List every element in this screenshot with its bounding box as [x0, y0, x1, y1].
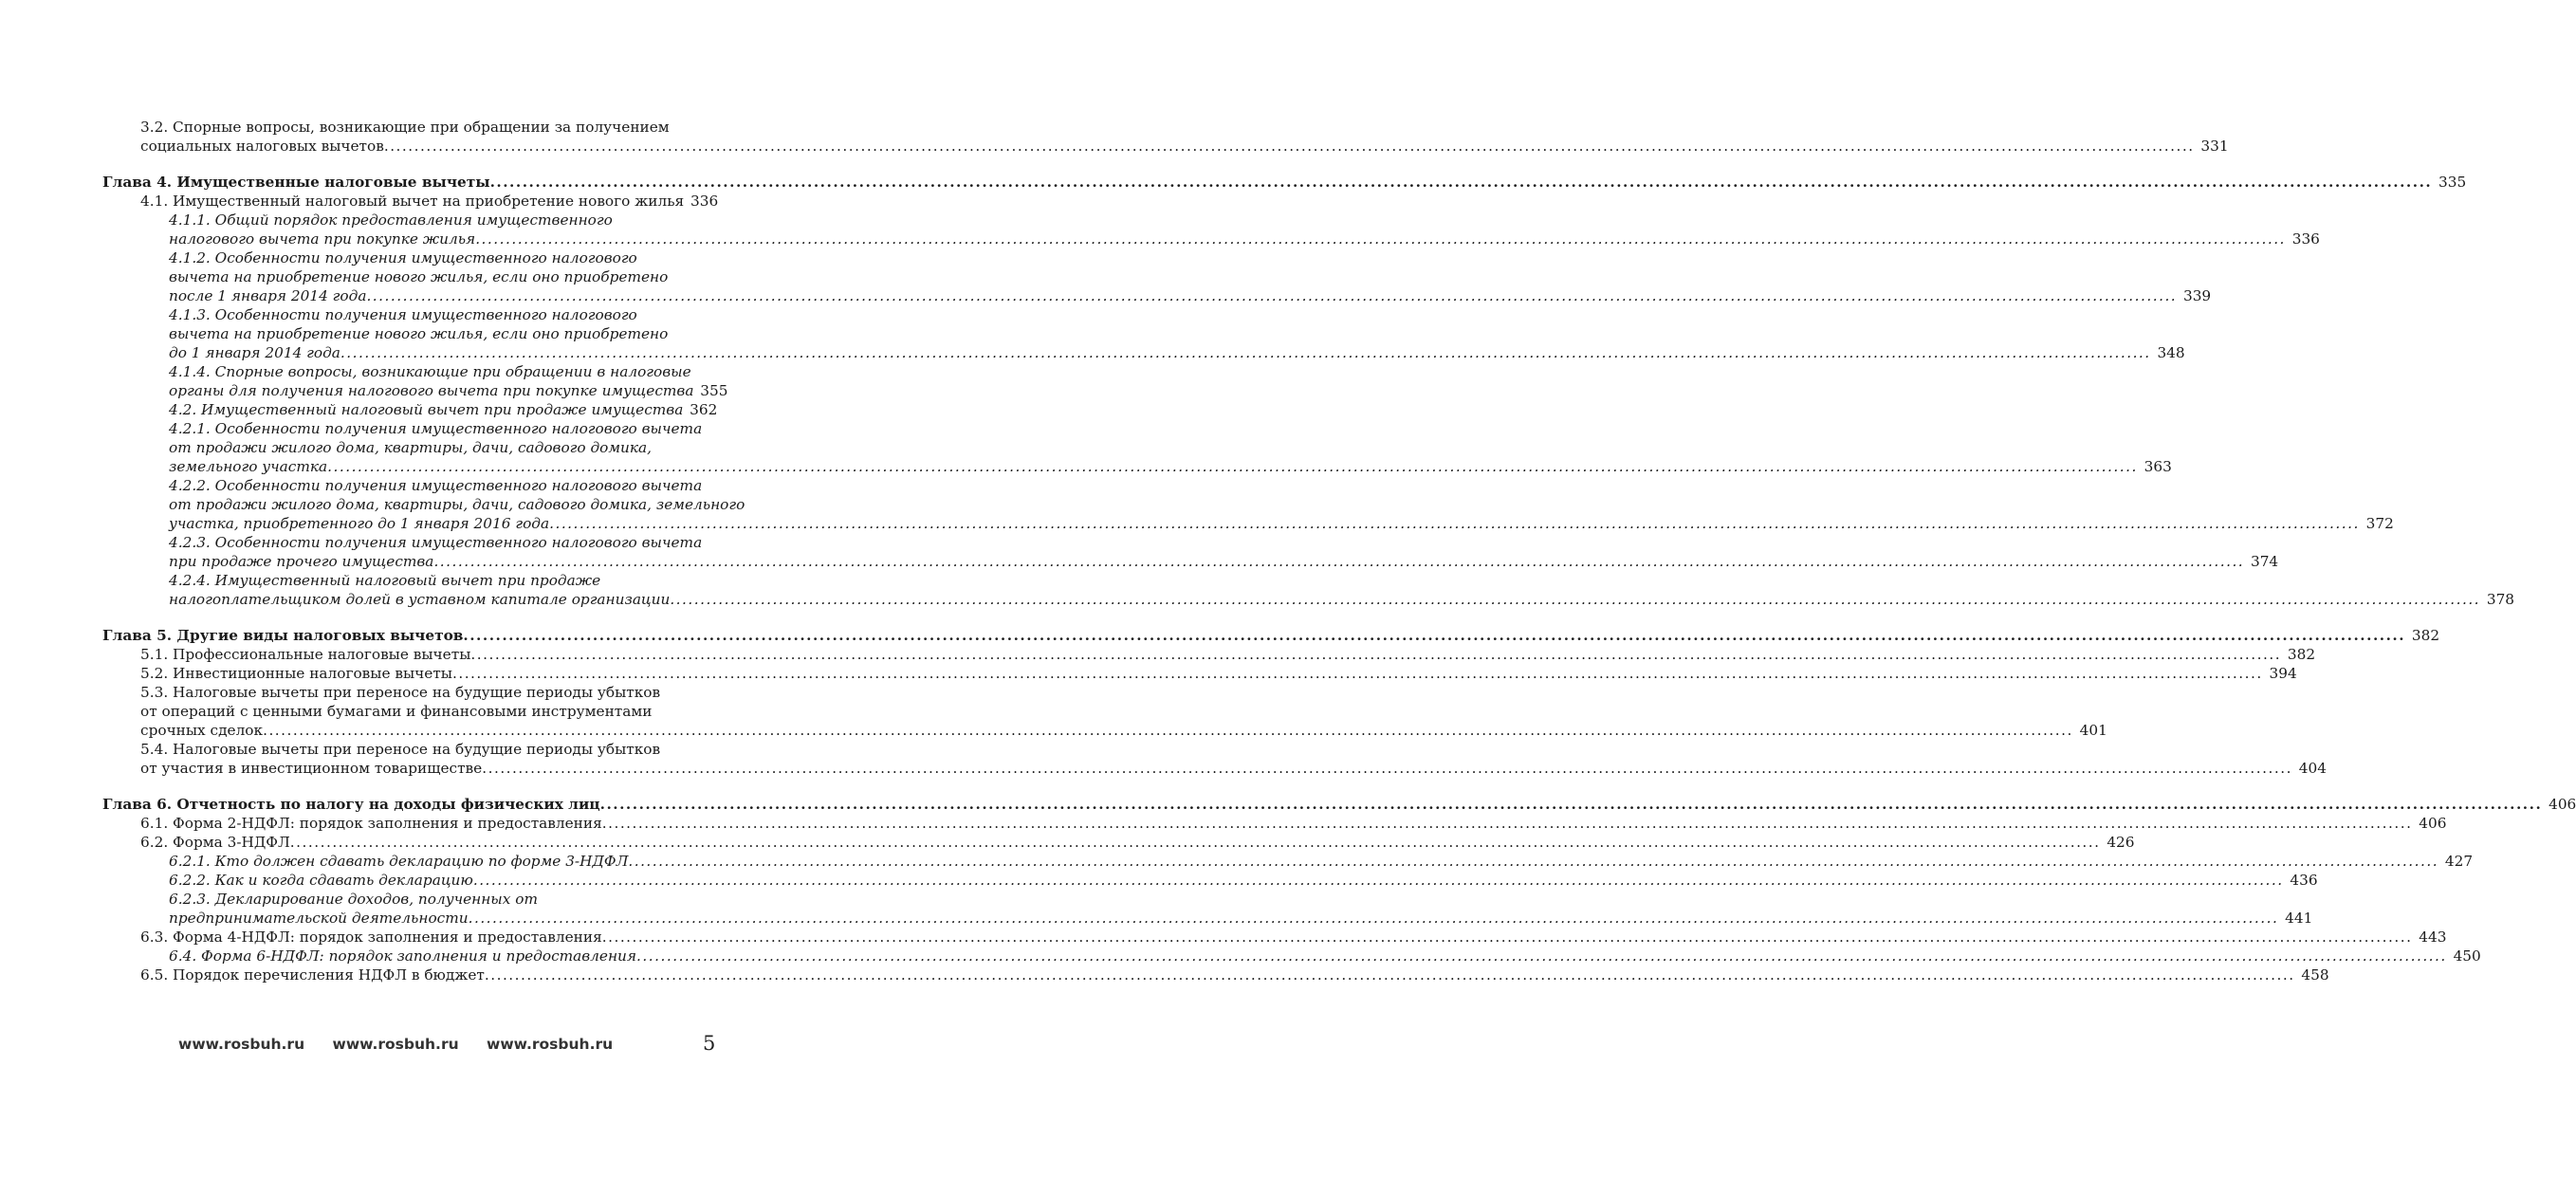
toc-entry-line: 4.1.2. Особенности получения имущественного налогового	[169, 249, 637, 267]
toc-page-number: 394	[2269, 665, 2297, 682]
toc-page-number: 404	[2298, 760, 2327, 777]
dot-leader: ............................................................................................................................................................................................................................................................................................................	[484, 966, 2295, 984]
toc-entry[interactable]	[140, 192, 719, 211]
toc-entry-title: участка, приобретенного до 1 января 2016 года	[169, 515, 550, 532]
toc-page-number: 336	[690, 193, 719, 210]
table-of-contents	[0, 118, 2576, 984]
toc-entry[interactable]	[140, 814, 2447, 833]
toc-entry-title: 4.1. Имущественный налоговый вычет на приобретение нового жилья	[140, 193, 685, 210]
dot-leader: ............................................................................................................................................................................................................................................................................................................	[340, 344, 2151, 361]
dot-leader: ............................................................................................................................................................................................................................................................................................................	[472, 872, 2284, 889]
dot-leader: ............................................................................................................................................................................................................................................................................................................	[636, 947, 2447, 965]
toc-entry-title: налогового вычета при покупке жилья	[169, 230, 476, 248]
dot-leader: ............................................................................................................................................................................................................................................................................................................	[475, 230, 2286, 248]
toc-entry[interactable]	[169, 248, 2212, 305]
toc-entry-title: социальных налоговых вычетов	[140, 138, 384, 155]
toc-entry[interactable]	[140, 664, 2297, 683]
toc-page-number: 374	[2250, 553, 2279, 570]
section-gap	[0, 778, 813, 795]
dot-leader: ............................................................................................................................................................................................................................................................................................................	[489, 174, 2433, 191]
toc-entry[interactable]	[169, 211, 2320, 248]
toc-entry[interactable]	[169, 400, 716, 419]
toc-page-number: 427	[2444, 853, 2474, 870]
toc-entry-line: от операций с ценными бумагами и финансовыми инструментами	[140, 703, 653, 720]
toc-page-number: 426	[2107, 834, 2135, 851]
dot-leader: ............................................................................................................................................................................................................................................................................................................	[366, 287, 2178, 304]
toc-page-number: 458	[2301, 966, 2329, 984]
toc-entry-line: 4.2.1. Особенности получения имущественного налогового вычета	[169, 420, 703, 437]
toc-page-number: 362	[690, 401, 718, 418]
toc-entry-title: 4.2. Имущественный налоговый вычет при продаже имущества	[169, 401, 684, 418]
toc-entry-title: 6.2. Форма 3-НДФЛ	[140, 834, 290, 851]
toc-entry-title: 5.1. Профессиональные налоговые вычеты	[140, 646, 471, 663]
toc-page-number: 382	[2411, 627, 2440, 644]
dot-leader: ............................................................................................................................................................................................................................................................................................................	[468, 910, 2279, 927]
section-gap	[0, 609, 813, 626]
toc-chapter[interactable]	[102, 626, 2440, 645]
toc-entry-title: от участия в инвестиционном товариществе	[140, 760, 483, 777]
dot-leader: ............................................................................................................................................................................................................................................................................................................	[601, 815, 2413, 832]
toc-entry-line: 3.2. Спорные вопросы, возникающие при обращении за получением	[140, 119, 670, 136]
toc-entry-title: 6.5. Порядок перечисления НДФЛ в бюджет	[140, 966, 485, 984]
toc-page-number: 450	[2453, 947, 2481, 965]
toc-entry-line: от продажи жилого дома, квартиры, дачи, садового домика,	[169, 439, 653, 456]
toc-entry[interactable]	[169, 852, 2474, 871]
footer-links	[178, 1036, 635, 1053]
toc-entry-line: 5.4. Налоговые вычеты при переносе на будущие периоды убытков	[140, 741, 661, 758]
toc-page-number: 406	[2548, 796, 2576, 813]
toc-page-number: 336	[2291, 230, 2320, 248]
dot-leader: ............................................................................................................................................................................................................................................................................................................	[289, 834, 2101, 851]
toc-entry-line: 4.1.3. Особенности получения имущественного налогового	[169, 306, 637, 323]
toc-entry-title: 6.4. Форма 6-НДФЛ: порядок заполнения и предоставления	[169, 947, 637, 965]
toc-entry[interactable]	[140, 833, 2135, 852]
toc-entry-title: органы для получения налогового вычета при покупке имущества	[169, 382, 694, 399]
page-footer	[0, 1032, 813, 1064]
toc-entry[interactable]	[169, 890, 2313, 928]
toc-entry[interactable]	[169, 476, 2394, 533]
toc-entry-line: вычета на приобретение нового жилья, если оно приобретено	[169, 268, 669, 285]
dot-leader: ............................................................................................................................................................................................................................................................................................................	[628, 853, 2439, 870]
toc-page-number: 436	[2290, 872, 2318, 889]
dot-leader: ............................................................................................................................................................................................................................................................................................................	[670, 591, 2481, 608]
dot-leader: ............................................................................................................................................................................................................................................................................................................	[601, 929, 2413, 946]
dot-leader: ............................................................................................................................................................................................................................................................................................................	[383, 138, 2195, 155]
toc-entry-line: 4.1.4. Спорные вопросы, возникающие при обращении в налоговые	[169, 363, 691, 380]
toc-page-number: 363	[2144, 458, 2172, 475]
toc-entry[interactable]	[140, 683, 2107, 740]
toc-entry[interactable]	[169, 419, 2172, 476]
toc-entry-line: 5.3. Налоговые вычеты при переносе на будущие периоды убытков	[140, 684, 661, 701]
toc-entry-title: 5.2. Инвестиционные налоговые вычеты	[140, 665, 452, 682]
toc-entry-line: 4.2.2. Особенности получения имущественного налогового вычета	[169, 477, 703, 494]
toc-entry-title: Глава 4. Имущественные налоговые вычеты	[102, 174, 490, 191]
toc-entry-title: земельного участка	[169, 458, 328, 475]
toc-entry[interactable]	[169, 533, 2279, 571]
section-gap	[0, 156, 813, 173]
toc-entry-line: 6.2.3. Декларирование доходов, полученных от	[169, 891, 538, 908]
footer-link[interactable]: www.rosbuh.ru	[332, 1036, 459, 1053]
toc-entry-title: 6.2.2. Как и когда сдавать декларацию	[169, 872, 473, 889]
toc-page-number: 443	[2419, 929, 2447, 946]
toc-page-number: 372	[2365, 515, 2394, 532]
dot-leader: ............................................................................................................................................................................................................................................................................................................	[433, 553, 2245, 570]
toc-entry-title: после 1 января 2014 года	[169, 287, 367, 304]
toc-entry-title: 6.3. Форма 4-НДФЛ: порядок заполнения и предоставления	[140, 929, 602, 946]
toc-entry[interactable]	[140, 966, 2329, 984]
toc-page-number: 335	[2438, 174, 2467, 191]
toc-chapter[interactable]	[102, 795, 2576, 814]
page-number: 5	[703, 1032, 716, 1055]
toc-entry-line: 4.2.3. Особенности получения имущественного налогового вычета	[169, 534, 703, 551]
toc-page-number: 331	[2200, 138, 2229, 155]
toc-page-number: 355	[700, 382, 728, 399]
toc-entry-title: Глава 6. Отчетность по налогу на доходы физических лиц	[102, 796, 600, 813]
toc-chapter[interactable]	[102, 173, 2467, 192]
toc-entry[interactable]	[169, 305, 2185, 362]
dot-leader: ............................................................................................................................................................................................................................................................................................................	[463, 627, 2406, 644]
footer-link[interactable]: www.rosbuh.ru	[487, 1036, 614, 1053]
toc-page-number: 441	[2285, 910, 2313, 927]
toc-entry-line: от продажи жилого дома, квартиры, дачи, садового домика, земельного	[169, 496, 745, 513]
dot-leader: ............................................................................................................................................................................................................................................................................................................	[482, 760, 2292, 777]
toc-entry[interactable]	[140, 645, 2316, 664]
toc-entry[interactable]	[169, 947, 2481, 966]
dot-leader: ............................................................................................................................................................................................................................................................................................................	[263, 722, 2073, 739]
toc-entry-line: 4.1.1. Общий порядок предоставления имущественного	[169, 211, 613, 229]
toc-entry[interactable]	[140, 118, 2229, 156]
toc-entry-title: до 1 января 2014 года	[169, 344, 340, 361]
toc-entry-title: предпринимательской деятельности	[169, 910, 469, 927]
toc-page-number: 339	[2182, 287, 2212, 304]
toc-entry[interactable]	[140, 928, 2447, 947]
toc-entry-title: налогоплательщиком долей в уставном капитале организации	[169, 591, 671, 608]
footer-link[interactable]: www.rosbuh.ru	[178, 1036, 305, 1053]
toc-page-number: 348	[2157, 344, 2185, 361]
dot-leader: ............................................................................................................................................................................................................................................................................................................	[470, 646, 2282, 663]
toc-entry-line: вычета на приобретение нового жилья, если оно приобретено	[169, 325, 669, 342]
toc-entry-title: Глава 5. Другие виды налоговых вычетов	[102, 627, 464, 644]
toc-entry-title: 6.1. Форма 2-НДФЛ: порядок заполнения и предоставления	[140, 815, 602, 832]
dot-leader: ............................................................................................................................................................................................................................................................................................................	[599, 796, 2543, 813]
dot-leader: ............................................................................................................................................................................................................................................................................................................	[549, 515, 2360, 532]
toc-entry[interactable]	[140, 740, 2327, 778]
dot-leader: ............................................................................................................................................................................................................................................................................................................	[327, 458, 2138, 475]
toc-entry[interactable]	[169, 362, 728, 400]
toc-page-number: 382	[2287, 646, 2316, 663]
toc-page-number: 406	[2419, 815, 2447, 832]
toc-entry-title: срочных сделок	[140, 722, 264, 739]
toc-page-number: 401	[2079, 722, 2107, 739]
toc-entry[interactable]	[169, 571, 2515, 609]
toc-entry-line: 4.2.4. Имущественный налоговый вычет при продаже	[169, 572, 601, 589]
toc-page-number: 378	[2486, 591, 2515, 608]
toc-entry-title: 6.2.1. Кто должен сдавать декларацию по форме 3-НДФЛ	[169, 853, 629, 870]
dot-leader: ............................................................................................................................................................................................................................................................................................................	[451, 665, 2263, 682]
toc-entry[interactable]	[169, 871, 2318, 890]
toc-entry-title: при продаже прочего имущества	[169, 553, 434, 570]
